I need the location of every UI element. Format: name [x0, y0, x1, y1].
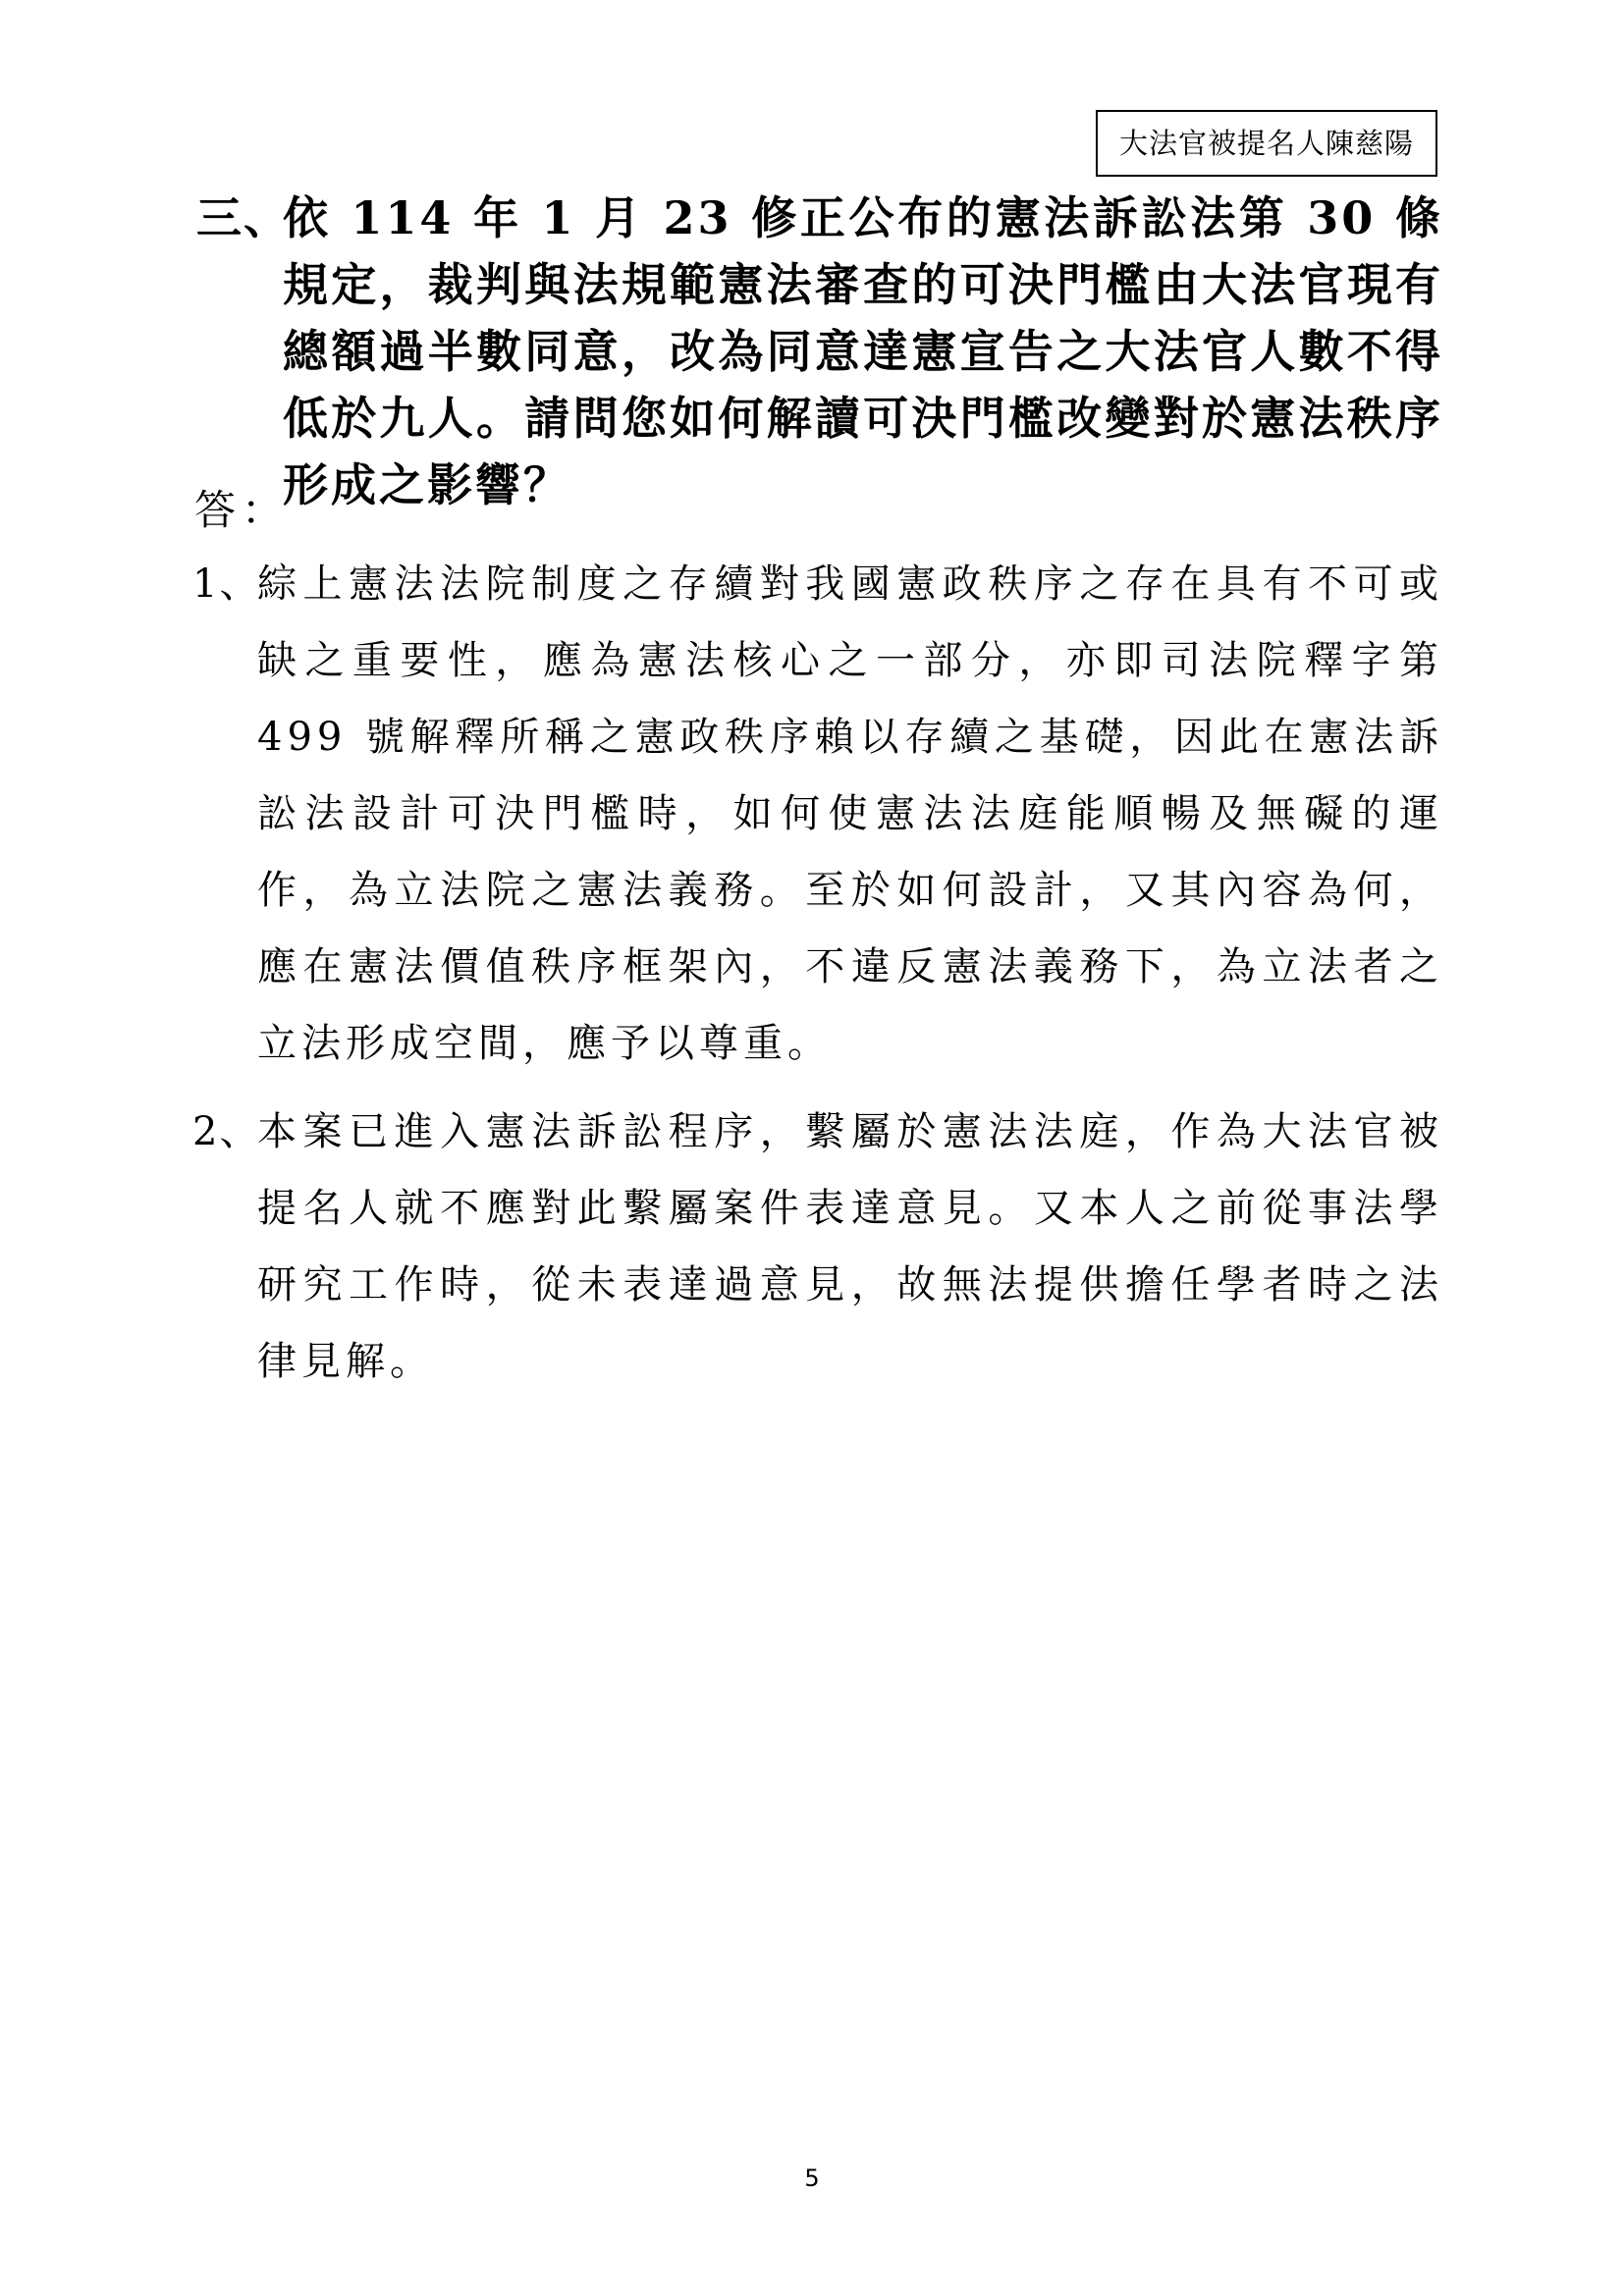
nominee-header-label: 大法官被提名人陳慈陽 [1096, 110, 1437, 177]
answer-number: 2、 [192, 1109, 261, 1154]
answer-item-2 [192, 1094, 1443, 1400]
answer-number: 1、 [192, 561, 261, 607]
answer-item-1 [192, 546, 1443, 1082]
page-number: 5 [804, 2164, 820, 2192]
answer-text: 本案已進入憲法訴訟程序，繫屬於憲法法庭，作為大法官被提名人就不應對此繫屬案件表達意見。又本人之前從事法學研究工作時，從未表達過意見，故無法提供擔任學者時之法律見解。 [257, 1109, 1443, 1384]
question-text: 依 114 年 1 月 23 修正公布的憲法訴訟法第 30 條規定，裁判與法規範憲法審查的可決門檻由大法官現有總額過半數同意，改為同意達憲宣告之大法官人數不得低於九人。請問您如何解讀可決門檻改變對於憲法秩序形成之影響？ [283, 191, 1443, 511]
question-number: 三、 [196, 191, 291, 244]
answer-text: 綜上憲法法院制度之存續對我國憲政秩序之存在具有不可或缺之重要性，應為憲法核心之一部分，亦即司法院釋字第 499 號解釋所稱之憲政秩序賴以存續之基礎，因此在憲法訴訟法設計可決門檻時，如何使憲法法庭能順暢及無礙的運作，為立法院之憲法義務。至於如何設計，又其內容為何，應在憲法價值秩序框架內，不違反憲法義務下，為立法者之立法形成空間，應予以尊重。 [257, 561, 1443, 1066]
question-block [196, 185, 1443, 518]
answer-label: 答： [194, 486, 290, 534]
answer-list [192, 546, 1443, 1412]
